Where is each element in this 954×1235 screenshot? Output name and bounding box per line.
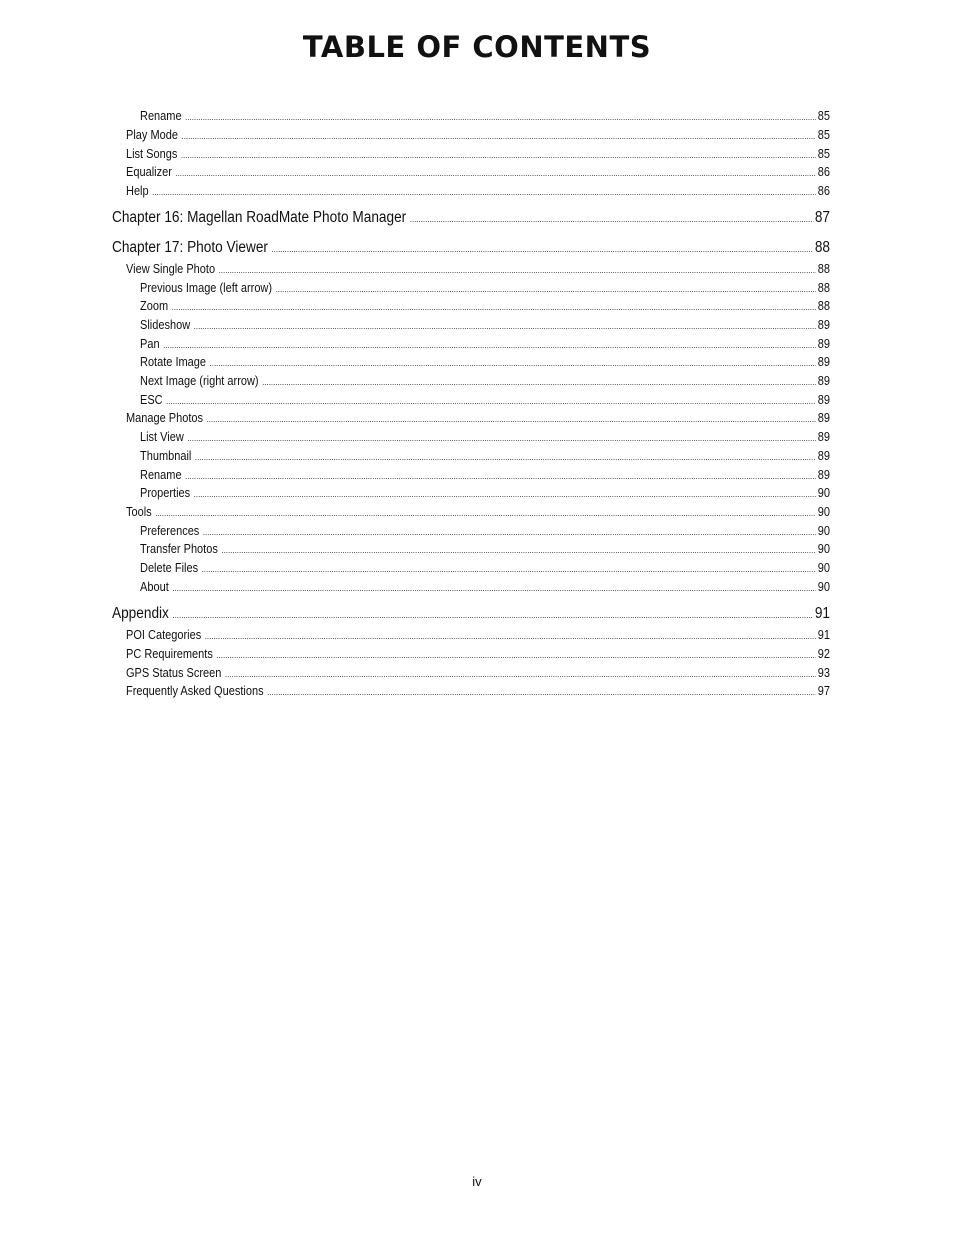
dot-leader	[166, 393, 816, 407]
dot-leader	[203, 524, 816, 538]
toc-entry-label: Chapter 16: Magellan RoadMate Photo Manager	[112, 209, 407, 226]
dot-leader	[195, 449, 816, 463]
toc-entry-page: 85	[817, 147, 830, 161]
toc-entry-page: 85	[817, 128, 830, 142]
toc-entry-label: Manage Photos	[126, 411, 204, 425]
toc-entry-page: 93	[817, 666, 830, 680]
toc-entry-label: POI Categories	[126, 628, 202, 642]
toc-entry-label: Thumbnail	[140, 449, 192, 463]
toc-entry-label: Frequently Asked Questions	[126, 684, 264, 698]
toc-entry-label: List Songs	[126, 147, 178, 161]
toc-entry-label: Equalizer	[126, 165, 172, 179]
toc-entry-label: Transfer Photos	[140, 542, 218, 556]
toc-entry-label: Properties	[140, 486, 191, 500]
toc-entry[interactable]	[140, 337, 830, 351]
dot-leader	[181, 128, 816, 142]
dot-leader	[225, 666, 816, 680]
toc-entry-page: 91	[817, 628, 830, 642]
toc-entry[interactable]	[140, 524, 830, 538]
toc-entry-page: 90	[817, 486, 830, 500]
toc-entry-page: 90	[817, 580, 830, 594]
toc-entry-label: Rename	[140, 109, 182, 123]
dot-leader	[181, 147, 816, 161]
dot-leader	[205, 628, 816, 642]
dot-leader	[210, 355, 816, 369]
toc-entry[interactable]	[140, 430, 830, 444]
toc-entry-label: PC Requirements	[126, 647, 213, 661]
dot-leader	[410, 209, 813, 227]
toc-entry[interactable]	[126, 628, 830, 642]
dot-leader	[172, 580, 816, 594]
toc-entry-label: Delete Files	[140, 561, 199, 575]
toc-entry[interactable]	[126, 165, 830, 179]
dot-leader	[216, 647, 816, 661]
dot-leader	[194, 486, 816, 500]
dot-leader	[267, 684, 816, 698]
toc-entry[interactable]	[112, 239, 830, 257]
dot-leader	[185, 109, 816, 123]
toc-entry[interactable]	[140, 109, 830, 123]
toc-entry-page: 86	[817, 184, 830, 198]
toc-entry-page: 88	[817, 262, 830, 276]
toc-entry-page: 90	[817, 505, 830, 519]
toc-entry-page: 90	[817, 524, 830, 538]
toc-entry[interactable]	[140, 468, 830, 482]
toc-entry-label: ESC	[140, 393, 163, 407]
toc-entry[interactable]	[140, 318, 830, 332]
toc-entry[interactable]	[126, 128, 830, 142]
toc-entry-page: 90	[817, 561, 830, 575]
toc-entry-label: Tools	[126, 505, 152, 519]
toc-entry-label: About	[140, 580, 169, 594]
dot-leader	[262, 374, 816, 388]
toc-entry[interactable]	[126, 411, 830, 425]
toc-entry-page: 91	[814, 605, 830, 622]
toc-entry-label: GPS Status Screen	[126, 666, 222, 680]
dot-leader	[175, 165, 816, 179]
toc-entry[interactable]	[126, 262, 830, 276]
toc-entry-label: Next Image (right arrow)	[140, 374, 259, 388]
toc-entry-page: 89	[817, 393, 830, 407]
toc-entry[interactable]	[140, 355, 830, 369]
toc-entry-page: 88	[817, 299, 830, 313]
toc-entry-page: 89	[817, 430, 830, 444]
dot-leader	[194, 318, 816, 332]
dot-leader	[202, 561, 816, 575]
toc-entry-page: 89	[817, 411, 830, 425]
toc-entry-page: 86	[817, 165, 830, 179]
dot-leader	[219, 262, 816, 276]
toc-entry[interactable]	[140, 299, 830, 313]
toc-entry-page: 89	[817, 337, 830, 351]
toc-entry[interactable]	[140, 281, 830, 295]
toc-entry[interactable]	[126, 184, 830, 198]
toc-entry-label: Chapter 17: Photo Viewer	[112, 239, 268, 256]
dot-leader	[172, 605, 813, 623]
toc-entry-label: Zoom	[140, 299, 169, 313]
toc-entry-page: 89	[817, 355, 830, 369]
toc-entry-page: 88	[814, 239, 830, 256]
page-title: TABLE OF CONTENTS	[302, 30, 652, 64]
toc-entry[interactable]	[140, 486, 830, 500]
toc-entry-label: Previous Image (left arrow)	[140, 281, 273, 295]
dot-leader	[163, 337, 816, 351]
toc-entry-label: Slideshow	[140, 318, 191, 332]
toc-entry-label: Rotate Image	[140, 355, 207, 369]
dot-leader	[187, 430, 816, 444]
toc-entry-label: Preferences	[140, 524, 200, 538]
dot-leader	[271, 239, 813, 257]
toc-entry-page: 88	[817, 281, 830, 295]
toc-entry-label: Rename	[140, 468, 182, 482]
toc-entry[interactable]	[126, 147, 830, 161]
toc-entry-page: 87	[814, 209, 830, 226]
toc-entry-label: Pan	[140, 337, 160, 351]
toc-entry[interactable]	[112, 209, 830, 227]
toc-entry[interactable]	[112, 605, 830, 623]
dot-leader	[221, 542, 816, 556]
toc-entry-label: View Single Photo	[126, 262, 216, 276]
toc-entry[interactable]	[126, 666, 830, 680]
page-number: iv	[472, 1174, 482, 1189]
toc-entry-label: Play Mode	[126, 128, 178, 142]
toc-entry-label: Help	[126, 184, 149, 198]
toc-entry[interactable]	[126, 505, 830, 519]
dot-leader	[172, 299, 816, 313]
toc-entry-label: Appendix	[112, 605, 169, 622]
toc-entry-label: List View	[140, 430, 184, 444]
dot-leader	[155, 505, 816, 519]
toc-entry[interactable]	[126, 647, 830, 661]
toc-entry[interactable]	[126, 684, 830, 698]
dot-leader	[185, 468, 816, 482]
toc-entry-page: 85	[817, 109, 830, 123]
toc-entry[interactable]	[140, 580, 830, 594]
dot-leader	[152, 184, 816, 198]
toc-entry-page: 92	[817, 647, 830, 661]
toc-entry[interactable]	[140, 393, 830, 407]
toc-entry[interactable]	[140, 374, 830, 388]
toc-entry-page: 89	[817, 374, 830, 388]
toc-entry-page: 90	[817, 542, 830, 556]
dot-leader	[276, 281, 816, 295]
dot-leader	[207, 411, 816, 425]
toc-entry-page: 97	[817, 684, 830, 698]
toc-entry-page: 89	[817, 468, 830, 482]
toc-entry-page: 89	[817, 449, 830, 463]
toc-entry-page: 89	[817, 318, 830, 332]
toc-entry[interactable]	[140, 449, 830, 463]
toc-entry[interactable]	[140, 561, 830, 575]
toc-entry[interactable]	[140, 542, 830, 556]
